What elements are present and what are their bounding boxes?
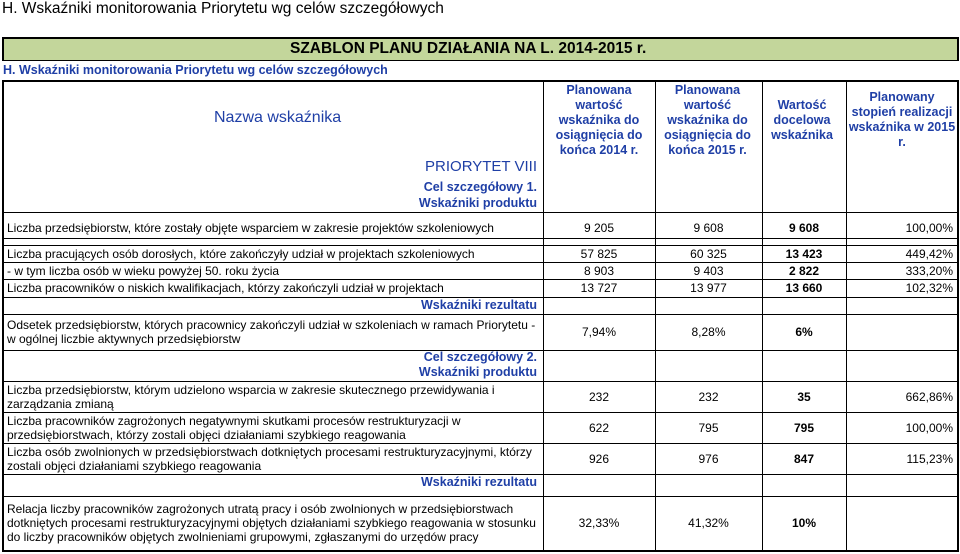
- banner-top-line: [2, 37, 959, 39]
- row-5-degree: 662,86%: [905, 389, 953, 404]
- table-bottom-line: [2, 550, 959, 552]
- row-5-2014: 232: [588, 389, 610, 404]
- row-1-2014: 57 825: [580, 246, 618, 261]
- row-2-2014: 8 903: [583, 263, 615, 278]
- row-5-2015: 232: [698, 389, 719, 404]
- row-6-2014: 622: [588, 420, 610, 435]
- row-1-name: Liczba pracujących osób dorosłych, które zakończyły udział w projektach szkoleniowych: [7, 246, 475, 261]
- col-header-2015: Planowana wartość wskaźnika do osiągnięcia do końca 2015 r.: [664, 82, 751, 157]
- row-7-name: Liczba osób zwolnionych w przedsiębiorstwach dotkniętych procesami restrukturyzacyjnymi, którzy zostali objęci działaniami szybkiego reagowania: [7, 444, 532, 473]
- goal1-label: Cel szczegółowy 1.: [423, 180, 537, 194]
- row-6-degree: 100,00%: [905, 420, 953, 435]
- row-4-2015: 8,28%: [691, 325, 726, 339]
- row-6-target: 795: [793, 420, 815, 435]
- col-header-degree: Planowany stopień realizacji wskaźnika w 2015 r.: [848, 90, 956, 149]
- result-indicators-header-2: Wskaźniki rezultatu: [421, 475, 537, 489]
- goal2-label: Cel szczegółowy 2.: [423, 350, 537, 364]
- row-4-2014: 7,94%: [581, 325, 617, 339]
- row-6-2015: 795: [698, 420, 719, 435]
- table-subtitle: H. Wskaźniki monitorowania Priorytetu wg celów szczegółowych: [3, 63, 388, 77]
- row-5-target: 35: [797, 389, 811, 404]
- row-2-target: 2 822: [788, 263, 820, 278]
- page-title: H. Wskaźniki monitorowania Priorytetu wg celów szczegółowych: [2, 0, 444, 17]
- row-7-target: 847: [793, 451, 815, 466]
- row-7-degree: 115,23%: [906, 451, 953, 466]
- col-header-2014: Planowana wartość wskaźnika do osiągnięcia do końca 2014 r.: [555, 82, 643, 157]
- row-8-target: 10%: [791, 516, 817, 530]
- row-8-2015: 41,32%: [688, 516, 729, 530]
- row-3-name: Liczba pracowników o niskich kwalifikacjach, którzy zakończyli udział w projektach: [7, 281, 444, 295]
- row-3-2014: 13 727: [580, 281, 618, 295]
- banner-bottom-line: [2, 60, 959, 61]
- row-6-name: Liczba pracowników zagrożonych negatywnymi skutkami procesów restrukturyzacji w przedsiębiorstwach, którzy zostali objęci działaniami szybkiego reagowania: [7, 413, 461, 442]
- header-bottom-line: [2, 212, 959, 213]
- row-2-name: - w tym liczba osób w wieku powyżej 50. roku życia: [7, 263, 280, 278]
- row-3-target: 13 660: [785, 281, 823, 295]
- banner-right-line: [957, 37, 959, 61]
- banner-title: SZABLON PLANU DZIAŁANIA NA L. 2014-2015 r.: [290, 40, 647, 57]
- row-2-2015: 9 403: [693, 263, 724, 278]
- row-0-2014: 9 205: [583, 221, 615, 235]
- row-1-2015: 60 325: [690, 246, 727, 261]
- row-3-degree: 102,32%: [905, 281, 953, 295]
- row-7-2014: 926: [588, 451, 610, 466]
- row-8-name: Relacja liczby pracowników zagrożonych utratą pracy i osób zwolnionych w przedsiębiorstwach dotkniętych procesami restrukturyzacyjnymi objętych działaniami szybkiego reagowania w stosunku do liczby pracowników objętych zwolnieniami grupowymi, zgłaszanymi do urzędów pracy: [7, 502, 536, 544]
- row-4-name: Odsetek przedsiębiorstw, których pracownicy zakończyli udział w szkoleniach w ramach Priorytetu - w ogólnej liczbie aktywnych przedsiębiorstw: [7, 318, 536, 346]
- priority-label: PRIORYTET VIII: [425, 158, 537, 175]
- product-indicators-header-2: Wskaźniki produktu: [418, 365, 537, 379]
- result-indicators-header-1: Wskaźniki rezultatu: [421, 298, 537, 312]
- indicator-name-header: Nazwa wskaźnika: [214, 109, 342, 126]
- product-indicators-header: Wskaźniki produktu: [418, 196, 537, 210]
- row-7-2015: 976: [698, 451, 719, 466]
- banner-left-line: [2, 37, 4, 61]
- row-0-2015: 9 608: [693, 221, 724, 235]
- row-2-degree: 333,20%: [905, 263, 953, 278]
- row-8-2014: 32,33%: [578, 516, 620, 530]
- row-line: [2, 238, 959, 239]
- row-0-target: 9 608: [788, 221, 820, 235]
- row-4-target: 6%: [795, 325, 813, 339]
- col-header-target: Wartość docelowa wskaźnika: [771, 97, 833, 142]
- row-0-name: Liczba przedsiębiorstw, które zostały objęte wsparciem w zakresie projektów szkoleniowych: [7, 221, 494, 235]
- row-1-degree: 449,42%: [905, 246, 953, 261]
- row-0-degree: 100,00%: [905, 221, 953, 235]
- row-3-2015: 13 977: [690, 281, 727, 295]
- row-5-name: Liczba przedsiębiorstw, którym udzielono wsparcia w zakresie skutecznego przewidywania i zarządzania zmianą: [7, 382, 495, 411]
- row-1-target: 13 423: [785, 246, 823, 261]
